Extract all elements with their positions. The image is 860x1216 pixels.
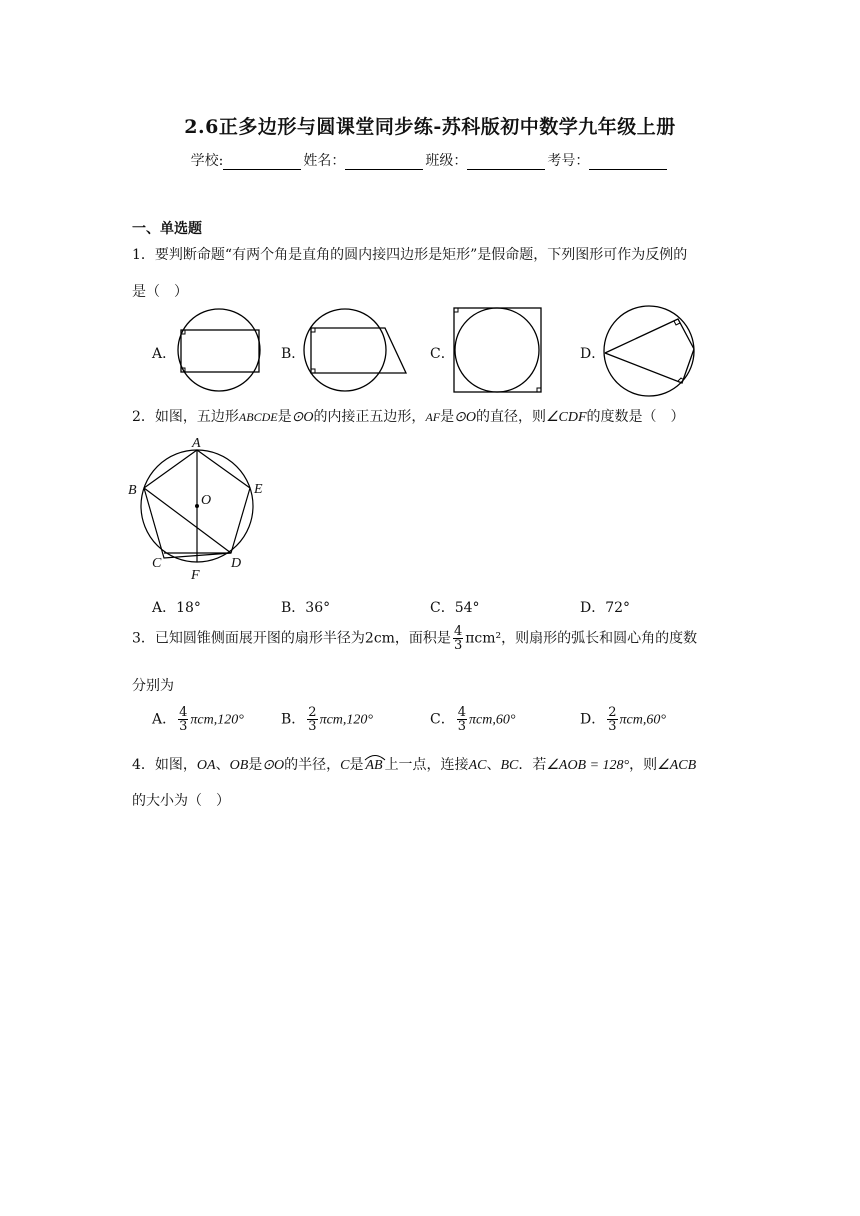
q4-text-2: 是 — [248, 757, 263, 773]
q1-option-d-label: D． — [580, 346, 606, 362]
q4-text-4: 是 — [349, 757, 364, 773]
q3-option-b-num: 2 — [308, 705, 317, 720]
q3-option-b-den: 3 — [308, 719, 317, 734]
q2-text-4: 是 — [440, 409, 455, 425]
q3-option-b-rest: πcm,120° — [319, 712, 374, 728]
q1-option-b-figure — [300, 305, 415, 395]
q2-text-5: 的直径，则 — [475, 409, 546, 425]
q4-sep-1: 、 — [215, 757, 230, 773]
q2-text-6: 的度数是（ ） — [586, 409, 685, 425]
q1-option-b-label: B． — [281, 346, 306, 362]
student-info-line — [0, 150, 860, 170]
q3-option-a-den: 3 — [179, 719, 188, 734]
q2-label-o: O — [201, 493, 212, 508]
exam-number-label: 考号： — [547, 153, 590, 169]
q2-option-a: A．18° — [152, 600, 201, 616]
exam-number-blank[interactable] — [589, 155, 667, 170]
q3-option-c-rest: πcm,60° — [469, 712, 516, 728]
q2-label-c: C — [152, 556, 162, 571]
q1-option-a-figure — [176, 305, 266, 395]
q3-option-b — [281, 706, 373, 733]
page-title: 2.6正多边形与圆课堂同步练-苏科版初中数学九年级上册 — [184, 116, 676, 138]
q3-option-a-fraction — [178, 706, 188, 733]
q2-diameter-af: AF — [425, 410, 441, 424]
q2-label-a: A — [192, 436, 201, 451]
q4-text-6: ．若 — [518, 757, 547, 773]
q4-line1 — [132, 755, 696, 776]
q3-option-c-den: 3 — [457, 719, 466, 734]
q2-option-b: B．36° — [281, 600, 331, 616]
q1-option-c-figure — [451, 305, 546, 395]
q2-label-f: F — [191, 568, 200, 583]
q4-oa: OA — [196, 758, 216, 773]
q1-line2: 是（ ） — [132, 284, 188, 300]
q3-line2: 分别为 — [132, 678, 174, 694]
name-label: 姓名： — [303, 153, 346, 169]
q4-condition: ∠AOB = 128° — [546, 758, 630, 773]
q3-option-a — [152, 706, 244, 733]
q3-area-unit: πcm² — [465, 630, 502, 647]
section-title: 一、单选题 — [132, 221, 202, 237]
q2-text-1: 2．如图，五边形 — [132, 409, 239, 425]
q2-pentagon-name: ABCDE — [238, 410, 278, 424]
q3-option-d-rest: πcm,60° — [619, 712, 666, 728]
q3-option-c — [430, 706, 515, 733]
q2-label-d: D — [231, 556, 242, 571]
q3-option-d-num: 2 — [608, 705, 617, 720]
q1-option-a-label: A． — [152, 346, 177, 362]
q4-arc-ab — [363, 756, 384, 776]
q4-line2: 的大小为（ ） — [132, 793, 230, 809]
q3-line1 — [132, 625, 697, 652]
q2-circle-o: ⊙O — [291, 410, 314, 425]
q4-ob: OB — [229, 758, 249, 773]
q3-area-fraction — [453, 625, 463, 652]
q3-option-a-letter: A． — [152, 711, 177, 728]
q4-target-angle: ∠ACB — [657, 758, 697, 773]
class-blank[interactable] — [467, 155, 545, 170]
q3-option-d-fraction — [607, 706, 617, 733]
q2-option-d: D．72° — [580, 600, 631, 616]
q2-text-3: 的内接正五边形， — [313, 409, 426, 425]
q4-ac: AC — [468, 758, 487, 773]
q2-option-c: C．54° — [430, 600, 480, 616]
q2-circle-o-2: ⊙O — [454, 410, 476, 425]
q2-stem — [132, 407, 685, 428]
q4-point-c: C — [340, 758, 350, 773]
q2-text-2: 是 — [277, 409, 292, 425]
q3-option-d — [580, 706, 666, 733]
q1-option-c-label: C． — [430, 346, 455, 362]
q1-option-d-figure — [602, 305, 697, 400]
q2-label-b: B — [128, 483, 137, 498]
q4-arc-label: AB — [365, 758, 383, 773]
q2-pentagon-figure — [124, 432, 274, 582]
q3-option-c-num: 4 — [457, 705, 466, 720]
q4-text-7: ，则 — [629, 757, 658, 773]
school-label: 学校: — [190, 153, 224, 169]
q4-text-1: 4．如图， — [132, 757, 197, 773]
name-blank[interactable] — [345, 155, 423, 170]
school-blank[interactable] — [223, 155, 301, 170]
q3-area-denominator: 3 — [453, 638, 463, 653]
q2-label-e: E — [254, 482, 263, 497]
q3-area-numerator: 4 — [453, 624, 463, 639]
q1-line1: 1．要判断命题“有两个角是直角的圆内接四边形是矩形”是假命题，下列图形可作为反例的 — [132, 247, 688, 263]
q4-circle-o: ⊙O — [262, 758, 285, 773]
q2-angle-cdf: ∠CDF — [545, 410, 587, 425]
q3-option-b-fraction — [307, 706, 317, 733]
q3-option-a-rest: πcm,120° — [190, 712, 244, 728]
q3-option-a-num: 4 — [179, 705, 188, 720]
arc-icon — [363, 753, 387, 761]
q3-text-1: 3．已知圆锥侧面展开图的扇形半径为2cm，面积是 — [132, 630, 451, 647]
class-label: 班级： — [425, 153, 468, 169]
q3-option-b-letter: B． — [281, 711, 306, 728]
q3-option-c-letter: C． — [430, 711, 455, 728]
q4-text-5: 上一点，连接 — [384, 757, 469, 773]
q3-option-d-letter: D． — [580, 711, 606, 728]
q4-bc: BC — [500, 758, 519, 773]
q3-text-2: ，则扇形的弧长和圆心角的度数 — [501, 630, 698, 647]
q3-option-d-den: 3 — [608, 719, 617, 734]
q4-sep-2: 、 — [486, 757, 501, 773]
q4-text-3: 的半径， — [284, 757, 341, 773]
q3-option-c-fraction — [457, 706, 467, 733]
